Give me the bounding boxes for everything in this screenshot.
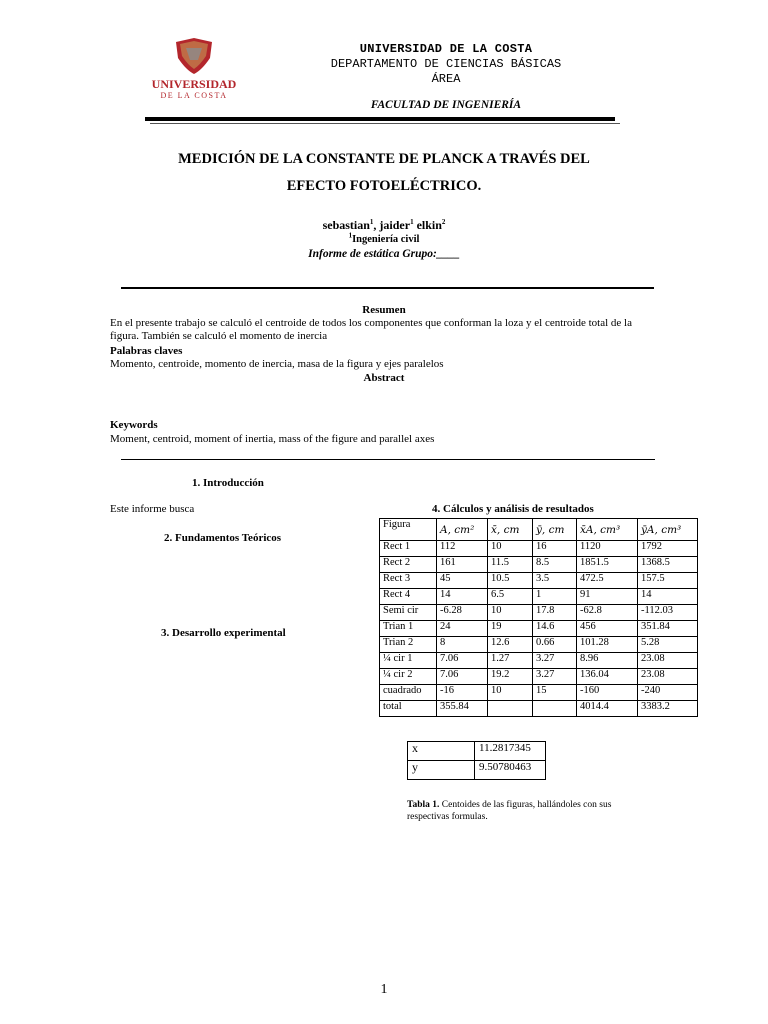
table-cell: total [380,701,437,717]
table-cell: 23.08 [638,669,698,685]
paper-title-line2: EFECTO FOTOELÉCTRICO. [286,178,482,194]
paper-affiliation [100,231,668,245]
table-cell: 7.06 [437,653,488,669]
table-cell: 112 [437,541,488,557]
table-cell: -16 [437,685,488,701]
table-cell: 1 [533,589,577,605]
shield-icon [150,38,238,106]
author-separator: , [373,218,380,232]
logo-subname: DE LA COSTA [160,91,228,100]
table-cell: 472.5 [577,573,638,589]
table-cell: 7.06 [437,669,488,685]
table-row [380,541,698,557]
table-cell: 136.04 [577,669,638,685]
table-cell: ¼ cir 1 [380,653,437,669]
table-cell: 0.66 [533,637,577,653]
resumen-heading: Resumen [362,304,406,316]
table-cell: 45 [437,573,488,589]
table-cell: 351.84 [638,621,698,637]
table-row [380,637,698,653]
report-group-line: Informe de estática Grupo:____ [308,248,460,260]
section-divider-bottom [121,459,655,460]
author-sup: 2 [441,218,446,226]
header-area: ÁREA [431,72,461,86]
table-cell: 3383.2 [638,701,698,717]
table-cell: 456 [577,621,638,637]
table-cell: -6.28 [437,605,488,621]
table-row [380,573,698,589]
table-header-cell: A, cm² [437,519,488,541]
header-rule-thin [150,123,620,124]
paper-title-line1: MEDICIÓN DE LA CONSTANTE DE PLANCK A TRAVÉS DEL [178,151,590,167]
table-row [380,701,698,717]
table-cell: 19.2 [488,669,533,685]
table-body [380,541,698,717]
table-row [380,685,698,701]
table-cell: 1851.5 [577,557,638,573]
table-row [380,605,698,621]
table-cell: -160 [577,685,638,701]
author-name: jaider [379,218,411,232]
table-cell: 91 [577,589,638,605]
table-header-cell: x̄, cm [488,519,533,541]
section-introduccion-text: Este informe busca [110,503,195,515]
centroid-result-table [407,741,546,780]
table-cell: 10 [488,541,533,557]
table-row [380,669,698,685]
table-header-cell: Figura [380,519,437,541]
affiliation-text: Ingeniería civil [352,234,420,245]
table-cell: 8.96 [577,653,638,669]
paper-authors [100,218,668,233]
table-row [380,621,698,637]
header-university: UNIVERSIDAD DE LA COSTA [359,42,533,56]
table-cell: 12.6 [488,637,533,653]
table-cell [533,701,577,717]
author-sup: 1 [369,218,374,226]
table-cell: 11.5 [488,557,533,573]
table-cell: 17.8 [533,605,577,621]
table-cell: 161 [437,557,488,573]
centroid-axis-label: y [408,761,475,780]
table-cell: 8 [437,637,488,653]
table-header-cell: ȳA, cm³ [638,519,698,541]
table-cell: 3.5 [533,573,577,589]
table-cell: 14 [437,589,488,605]
centroid-value: 9.50780463 [475,761,546,780]
table-cell: 14.6 [533,621,577,637]
table-cell: 355.84 [437,701,488,717]
section-introduccion-heading: 1. Introducción [192,477,264,489]
keywords-text: Moment, centroid, moment of inertia, mass of the figure and parallel axes [110,433,435,445]
table-cell: -112.03 [638,605,698,621]
table-cell: 1792 [638,541,698,557]
university-logo [150,38,238,106]
table-header-cell: ȳ, cm [533,519,577,541]
table-cell: 157.5 [638,573,698,589]
caption-text: Centoides de las figuras, hallándoles con sus respectivas formulas. [407,800,612,822]
table-cell: 1368.5 [638,557,698,573]
table-cell: Semi cir [380,605,437,621]
table-cell: Trian 1 [380,621,437,637]
table-cell: Trian 2 [380,637,437,653]
table-cell: -62.8 [577,605,638,621]
centroid-row [408,761,546,780]
table-caption [407,799,652,823]
table-cell: Rect 4 [380,589,437,605]
palabras-claves-text: Momento, centroide, momento de inercia, masa de la figura y ejes paralelos [110,358,444,370]
table-cell: 8.5 [533,557,577,573]
palabras-claves-heading: Palabras claves [110,345,183,357]
affiliation-sup: 1 [348,231,353,240]
abstract-heading: Abstract [363,372,405,384]
page-number: 1 [380,982,388,997]
resumen-text: En el presente trabajo se calculó el centroide de todos los componentes que conforman la loza y el centroide total de la figura. También se calculó el momento de inercia [110,317,632,342]
table-cell: 16 [533,541,577,557]
table-cell: cuadrado [380,685,437,701]
table-cell: Rect 1 [380,541,437,557]
header-rule-thick [145,117,615,121]
table-cell: 3.27 [533,653,577,669]
table-cell: 6.5 [488,589,533,605]
table-cell: ¼ cir 2 [380,669,437,685]
table-header-row [380,519,698,541]
table-row [380,589,698,605]
logo-name: UNIVERSIDAD [151,77,237,91]
table-cell: 3.27 [533,669,577,685]
table-cell: 101.28 [577,637,638,653]
header-faculty: FACULTAD DE INGENIERÍA [370,99,522,111]
table-cell: 10 [488,605,533,621]
table-cell: 1.27 [488,653,533,669]
centroid-value: 11.2817345 [475,742,546,761]
table-cell: 14 [638,589,698,605]
centroid-result-body [408,742,546,780]
table-cell: -240 [638,685,698,701]
table-header-cell: x̄A, cm³ [577,519,638,541]
section-calculos-heading: 4. Cálculos y análisis de resultados [432,503,594,515]
table-cell [488,701,533,717]
table-cell: 19 [488,621,533,637]
centroid-calculation-table [379,518,698,717]
table-row [380,653,698,669]
caption-label: Tabla 1. [407,800,440,810]
centroid-axis-label: x [408,742,475,761]
table-row [380,557,698,573]
author-name: sebastian [322,218,370,232]
table-cell: 10 [488,685,533,701]
table-cell: 24 [437,621,488,637]
table-cell: 5.28 [638,637,698,653]
author-name: elkin [416,218,442,232]
author-sup: 1 [410,218,414,226]
table-cell: 15 [533,685,577,701]
section-desarrollo-heading: 3. Desarrollo experimental [161,627,286,639]
table-cell: Rect 2 [380,557,437,573]
section-fundamentos-heading: 2. Fundamentos Teóricos [164,532,282,544]
keywords-heading: Keywords [110,419,158,431]
centroid-row [408,742,546,761]
table-cell: 10.5 [488,573,533,589]
section-divider-top [121,287,654,289]
header-department: DEPARTAMENTO DE CIENCIAS BÁSICAS [330,57,562,71]
table-cell: 1120 [577,541,638,557]
table-cell: 4014.4 [577,701,638,717]
table-cell: 23.08 [638,653,698,669]
table-cell: Rect 3 [380,573,437,589]
